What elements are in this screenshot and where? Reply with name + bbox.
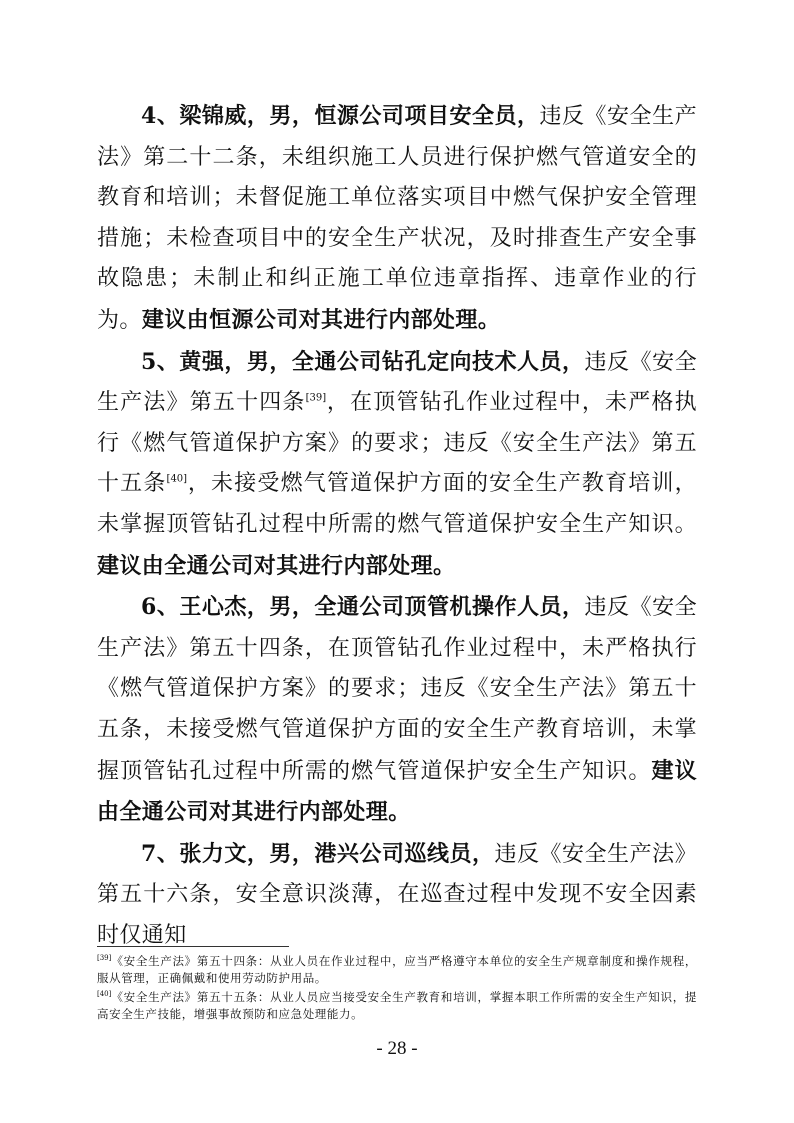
paragraph-heading: 6、王心杰，男，全通公司顶管机操作人员， [141, 594, 585, 621]
paragraph-item-7 [97, 834, 697, 957]
page-number: - 28 - [376, 1038, 418, 1059]
footnote-text: 《安全生产法》第五十五条：从业人员应当接受安全生产教育和培训，掌握本职工作所需的安全生产知识，提高安全生产技能，增强事故预防和应急处理能力。 [97, 990, 697, 1021]
paragraph-text: ，在顶管钻孔作业过程中，未严格执行《燃气管道保护方案》的要求；违反《安全生产法》第五十五条 [97, 390, 697, 497]
paragraph-text: 违反《安全生产法》第五十六条，安全意识淡薄，在巡查过程中发现不安全因素时仅通知 [97, 841, 697, 948]
footnote-ref-39[interactable]: [39] [305, 392, 327, 404]
paragraph-item-5 [97, 342, 697, 588]
footnote-marker: [39] [97, 954, 112, 963]
paragraph-heading: 7、张力文，男，港兴公司巡线员， [141, 840, 495, 867]
paragraph-text: 违反《安全生产法》第五十四条，在顶管钻孔作业过程中，未严格执行《燃气管道保护方案》的要求；违反《安全生产法》第五十五条，未接受燃气管道保护方面的安全生产教育培训，未掌握顶管钻孔过程中所需的燃气管道保护安全生产知识。 [97, 595, 697, 784]
paragraph-text: 违反《安全生产法》第二十二条，未组织施工人员进行保护燃气管道安全的教育和培训；未督促施工单位落实项目中燃气保护安全管理措施；未检查项目中的安全生产状况，及时排查生产安全事故隐患；未制止和纠正施工单位违章指挥、违章作业的行为。 [97, 104, 697, 333]
footnote-marker: [40] [97, 990, 112, 999]
body-text [97, 96, 697, 956]
paragraph-text: 违反《安全生产法》第五十四条 [97, 349, 697, 416]
footnote-text: 《安全生产法》第五十四条：从业人员在作业过程中，应当严格遵守本单位的安全生产规章制度和操作规程，服从管理，正确佩戴和使用劳动防护用品。 [97, 954, 697, 985]
footnote-ref-40[interactable]: [40] [166, 474, 188, 486]
paragraph-recommendation: 建议由全通公司对其进行内部处理。 [97, 552, 456, 579]
footnote-separator [97, 946, 289, 947]
footnote-39 [97, 953, 697, 987]
paragraph-recommendation: 建议由全通公司对其进行内部处理。 [97, 757, 697, 826]
paragraph-item-4 [97, 96, 697, 342]
footnote-40 [97, 989, 697, 1023]
paragraph-heading: 4、梁锦威，男，恒源公司项目安全员， [141, 103, 540, 129]
paragraph-heading: 5、黄强，男，全通公司钻孔定向技术人员， [141, 348, 585, 375]
paragraph-text: ，未接受燃气管道保护方面的安全生产教育培训，未掌握顶管钻孔过程中所需的燃气管道保护安全生产知识。 [97, 471, 697, 537]
footnotes [97, 953, 697, 1025]
paragraph-recommendation: 建议由恒源公司对其进行内部处理。 [141, 306, 501, 333]
paragraph-item-6 [97, 587, 697, 834]
